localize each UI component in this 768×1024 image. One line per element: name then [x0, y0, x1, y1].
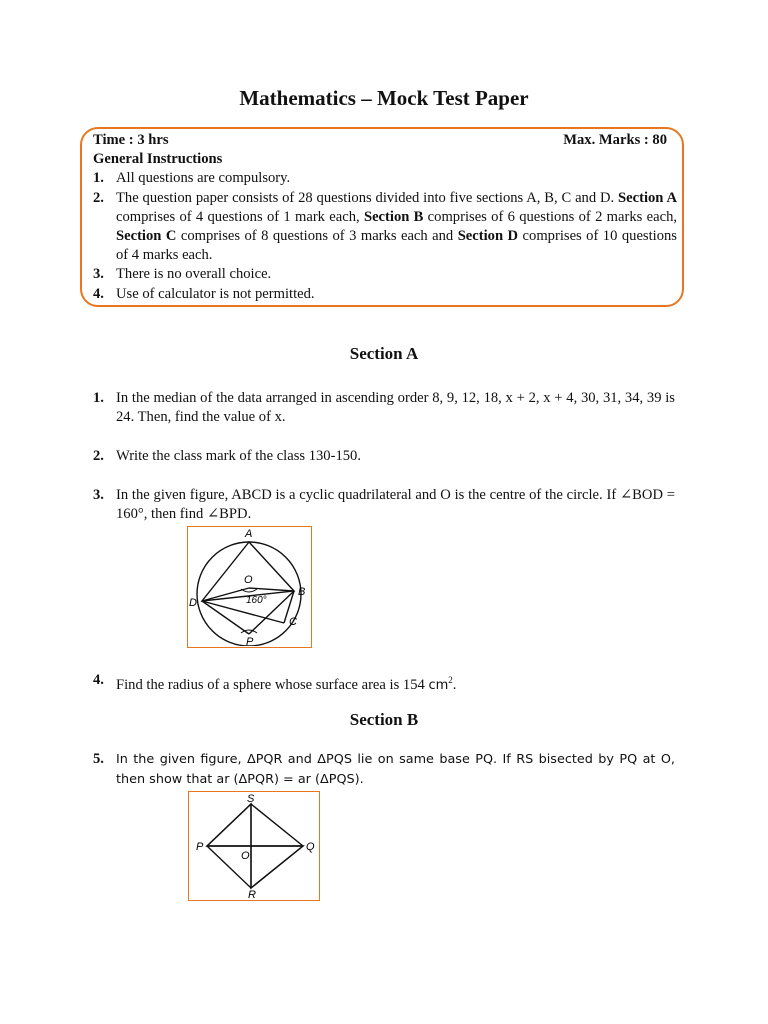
- triangles-figure: [188, 791, 320, 901]
- label-a: A: [245, 528, 253, 540]
- label-c: C: [289, 616, 297, 628]
- section-a-title: Section A: [349, 344, 419, 363]
- question-5: 5. In the given figure, ΔPQR and ΔPQS lie on same base PQ. If RS bisected by PQ at O, then show that ar (ΔPQR) = ar (ΔPQS).: [93, 751, 675, 787]
- instruction-item: 4. Use of calculator is not permitted.: [93, 285, 315, 302]
- angle-label: 160°: [246, 595, 267, 606]
- instructions-list: [93, 169, 677, 303]
- instructions-content: [93, 131, 677, 304]
- instruction-item: 1. All questions are compulsory.: [93, 170, 291, 187]
- question-1: 1. In the median of the data arranged in ascending order 8, 9, 12, 18, x + 2, x + 4, 30, 31, 34, 39 is 24. Then, find the value of x.: [93, 390, 675, 426]
- label-b: B: [298, 586, 306, 598]
- label-s: S: [247, 793, 255, 805]
- page-title: Mathematics – Mock Test Paper: [239, 86, 529, 110]
- instruction-item: 3. There is no overall choice.: [93, 266, 272, 283]
- section-b-title: Section B: [349, 710, 419, 729]
- time-marks-row: [93, 131, 667, 150]
- cyclic-quadrilateral-figure: [187, 526, 312, 648]
- question-4: 4. Find the radius of a sphere whose surface area is 154 $cm^2$.: [93, 672, 457, 693]
- label-r: R: [248, 889, 256, 899]
- label-o: O: [244, 574, 253, 586]
- rhombus-diagram: [189, 792, 318, 899]
- label-p: P: [196, 841, 204, 853]
- label-o: O: [241, 850, 250, 862]
- label-q: Q: [306, 841, 315, 853]
- label-p: P: [246, 636, 254, 646]
- label-d: D: [189, 597, 197, 609]
- instruction-item: 2. The question paper consists of 28 questions divided into five sections A, B, C and D. Section A comprises of 4 questions of 1 mark each, Section B comprises of 6 questions of 2 marks each, Section C comprises of 8 questions of 3 marks each and Section D comprises of 10 questions of 4 marks each.: [93, 189, 678, 264]
- question-2: 2. Write the class mark of the class 130-150.: [93, 448, 362, 464]
- time-label: Time : 3 hrs: [93, 132, 169, 148]
- max-marks-label: Max. Marks : 80: [563, 132, 667, 148]
- instructions-heading: General Instructions: [93, 151, 223, 168]
- question-3: 3. In the given figure, ABCD is a cyclic quadrilateral and O is the centre of the circle. If ∠BOD = 160°, then find ∠BPD.: [93, 487, 675, 523]
- circle-diagram: [188, 527, 310, 646]
